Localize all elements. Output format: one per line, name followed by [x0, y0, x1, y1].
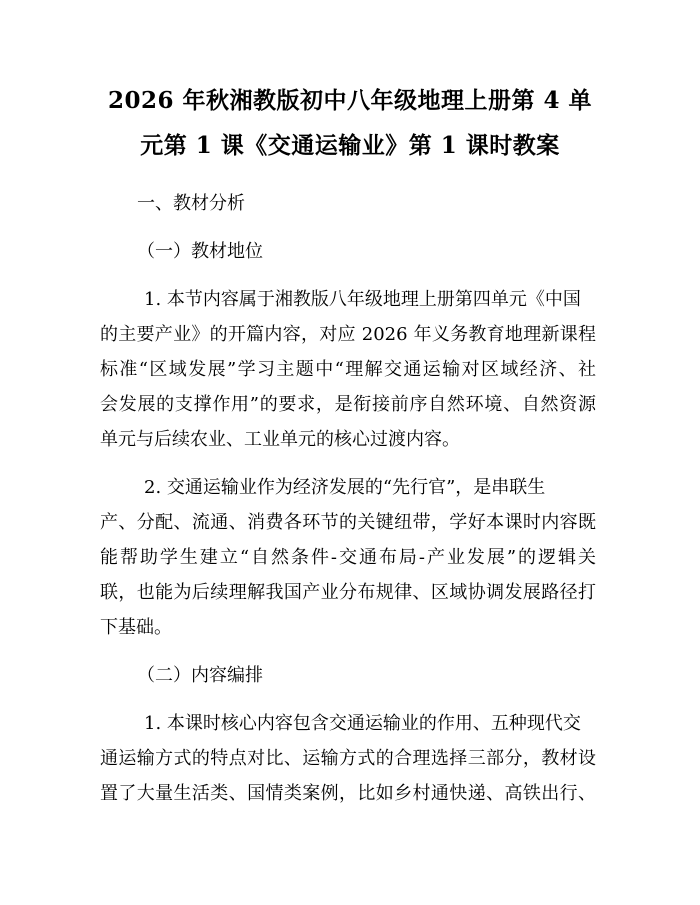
paragraph-line: 能帮助学生建立“自然条件-交通布局-产业发展”的逻辑关	[100, 547, 596, 568]
paragraph-line: 产、分配、流通、消费各环节的关键纽带，学好本课时内容既	[100, 512, 596, 533]
paragraph-line: 的主要产业》的开篇内容，对应 2026 年义务教育地理新课程	[100, 324, 596, 345]
paragraph-line: 1. 本节内容属于湘教版八年级地理上册第四单元《中国	[144, 289, 581, 310]
paragraph-line: 标准“区域发展”学习主题中“理解交通运输对区域经济、社	[100, 359, 596, 380]
title-line-1: 2026 年秋湘教版初中八年级地理上册第 4 单	[107, 87, 593, 114]
paragraph-line: 联，也能为后续理解我国产业分布规律、区域协调发展路径打	[100, 582, 596, 603]
paragraph-line: 通运输方式的特点对比、运输方式的合理选择三部分，教材设	[100, 748, 596, 769]
paragraph-line: 会发展的支撑作用”的要求，是衔接前序自然环境、自然资源	[100, 394, 596, 415]
paragraph-line: 2. 交通运输业作为经济发展的“先行官”，是串联生	[144, 477, 546, 498]
paragraph-line: 单元与后续农业、工业单元的核心过渡内容。	[100, 429, 460, 450]
paragraph-line: 置了大量生活类、国情类案例，比如乡村通快递、高铁出行、	[100, 783, 596, 804]
subsection-heading: （一）教材地位	[137, 241, 263, 262]
paragraph-line: 1. 本课时核心内容包含交通运输业的作用、五种现代交	[144, 713, 581, 734]
section-heading: 一、教材分析	[137, 193, 245, 214]
subsection-heading: （二）内容编排	[137, 665, 263, 686]
title-line-2: 元第 1 课《交通运输业》第 1 课时教案	[140, 132, 560, 159]
paragraph-line: 下基础。	[100, 617, 172, 638]
